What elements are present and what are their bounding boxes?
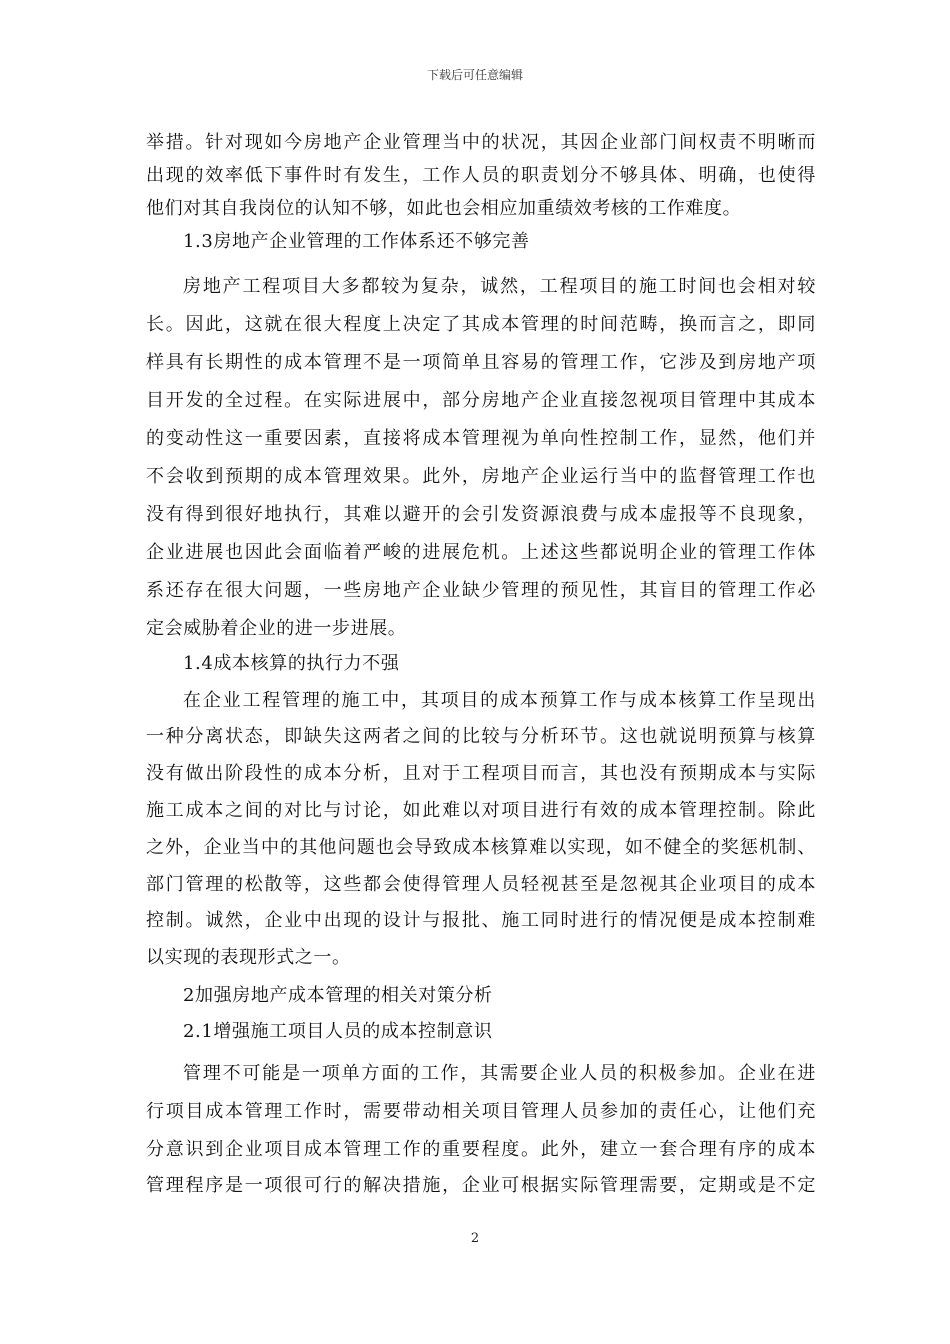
body-line: 以实现的表现形式之一。: [146, 947, 351, 968]
section-heading: 2.1增强施工项目人员的成本控制意识: [183, 1021, 493, 1042]
body-line: 举措。针对现如今房地产企业管理当中的状况，其因企业部门间权责不明晰而: [146, 132, 816, 153]
body-line: 没有做出阶段性的成本分析，且对于工程项目而言，其也没有预期成本与实际: [146, 763, 816, 784]
body-line: 的变动性这一重要因素，直接将成本管理视为单向性控制工作，显然，他们并: [146, 428, 816, 449]
body-line: 一种分离状态，即缺失这两者之间的比较与分析环节。这也就说明预算与核算: [146, 726, 816, 747]
body-line: 企业进展也因此会面临着严峻的进展危机。上述这些都说明企业的管理工作体: [146, 542, 816, 563]
section-heading: 2加强房地产成本管理的相关对策分析: [183, 985, 493, 1006]
body-line: 出现的效率低下事件时有发生，工作人员的职责划分不够具体、明确，也使得: [146, 165, 816, 186]
page-number: 2: [470, 1231, 480, 1246]
body-line: 系还存在很大问题，一些房地产企业缺少管理的预见性，其盲目的管理工作必: [146, 580, 816, 601]
body-line: 房地产工程项目大多都较为复杂，诚然，工程项目的施工时间也会相对较: [183, 276, 816, 297]
body-line: 定会威胁着企业的进一步进展。: [146, 618, 407, 639]
section-heading: 1.3房地产企业管理的工作体系还不够完善: [183, 231, 530, 252]
body-line: 之外，企业当中的其他问题也会导致成本核算难以实现，如不健全的奖惩机制、: [146, 837, 816, 858]
page-header: 下载后可任意编辑: [426, 68, 523, 82]
section-heading: 1.4成本核算的执行力不强: [183, 653, 400, 674]
body-line: 施工成本之间的对比与讨论，如此难以对项目进行有效的成本管理控制。除此: [146, 800, 816, 821]
body-line: 他们对其自我岗位的认知不够，如此也会相应加重绩效考核的工作难度。: [146, 198, 742, 219]
body-line: 样具有长期性的成本管理不是一项简单且容易的管理工作，它涉及到房地产项: [146, 352, 816, 373]
body-line: 行项目成本管理工作时，需要带动相关项目管理人员参加的责任心，让他们充: [146, 1101, 816, 1122]
body-line: 分意识到企业项目成本管理工作的重要程度。此外，建立一套合理有序的成本: [146, 1139, 816, 1160]
body-line: 不会收到预期的成本管理效果。此外，房地产企业运行当中的监督管理工作也: [146, 466, 816, 487]
body-line: 管理程序是一项很可行的解决措施，企业可根据实际管理需要，定期或是不定: [146, 1175, 816, 1196]
body-line: 管理不可能是一项单方面的工作，其需要企业人员的积极参加。企业在进: [183, 1063, 816, 1084]
body-line: 部门管理的松散等，这些都会使得管理人员轻视甚至是忽视其企业项目的成本: [146, 874, 816, 895]
body-line: 目开发的全过程。在实际进展中，部分房地产企业直接忽视项目管理中其成本: [146, 390, 816, 411]
body-line: 在企业工程管理的施工中，其项目的成本预算工作与成本核算工作呈现出: [183, 690, 816, 711]
body-line: 控制。诚然，企业中出现的设计与报批、施工同时进行的情况便是成本控制难: [146, 910, 816, 931]
body-line: 没有得到很好地执行，其难以避开的会引发资源浪费与成本虚报等不良现象，: [146, 504, 816, 525]
body-line: 长。因此，这就在很大程度上决定了其成本管理的时间范畴，换而言之，即同: [146, 314, 816, 335]
